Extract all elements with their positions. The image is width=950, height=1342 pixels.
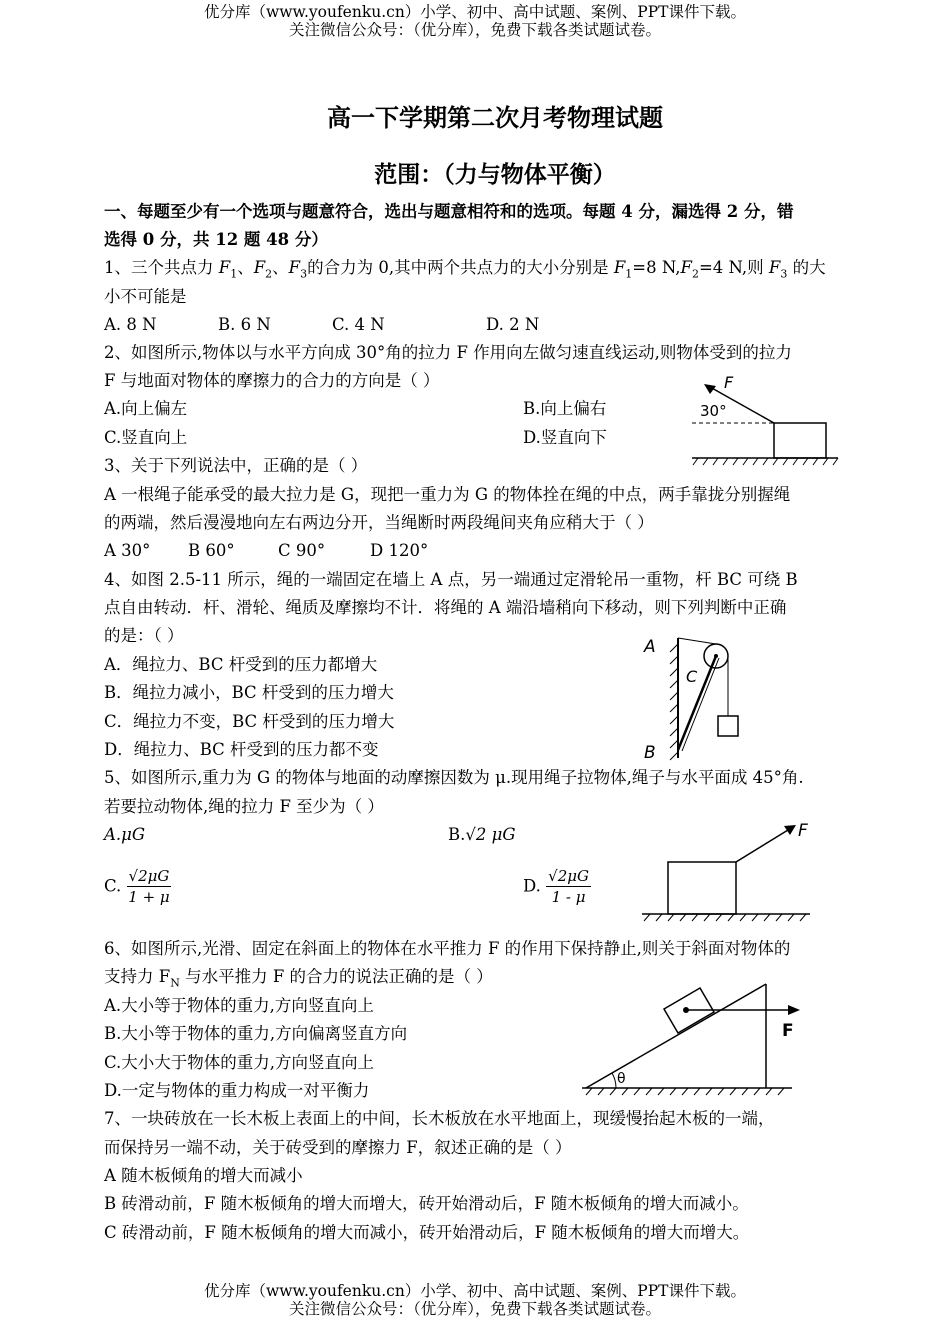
q4-fig-label-b: B xyxy=(644,743,656,763)
q2-stem-line-1: 2、如图所示,物体以与水平方向成 30°角的拉力 F 作用向左做匀速直线运动,则物体受到的拉力 xyxy=(104,343,792,362)
q4-option-a: A．绳拉力、BC 杆受到的压力都增大 xyxy=(104,655,378,674)
q7-option-c: C 砖滑动前，F 随木板倾角的增大而减小，砖开始滑动后，F 随木板倾角的增大而增大。 xyxy=(104,1223,750,1242)
q6-option-b: B.大小等于物体的重力,方向偏离竖直方向 xyxy=(104,1024,408,1043)
q7-option-a: A 随木板倾角的增大而减小 xyxy=(104,1166,303,1185)
q6-option-d: D.一定与物体的重力构成一对平衡力 xyxy=(104,1081,370,1100)
q2-option-d: D.竖直向下 xyxy=(523,428,607,447)
q3-option-a: A 30° xyxy=(104,541,151,560)
q3-stem-line-2: A 一根绳子能承受的最大拉力是 G，现把一重力为 G 的物体拴在绳的中点，两手靠拢分别握绳 xyxy=(104,485,791,504)
footer-line-2: 关注微信公众号：（优分库），免费下载各类试题试卷。 xyxy=(288,1300,661,1318)
page-subtitle: 范围：（力与物体平衡） xyxy=(374,162,616,188)
q2-option-c: C.竖直向上 xyxy=(104,428,188,447)
q3-option-d: D 120° xyxy=(370,541,429,560)
q5-option-d: D. $\frac{√2\mu G}{1 - \mu}$ xyxy=(523,867,589,906)
q2-stem-line-2: F 与地面对物体的摩擦力的合力的方向是（ ） xyxy=(104,371,440,390)
q5-option-c: C. $\frac{√2\mu G}{1 + \mu}$ xyxy=(104,867,170,906)
q1-option-a: A. 8 N xyxy=(104,315,157,334)
q2-fig-force-label: F xyxy=(724,373,734,392)
q6-option-c: C.大小大于物体的重力,方向竖直向上 xyxy=(104,1053,375,1072)
section-heading-line-2: 选得 0 分，共 12 题 48 分） xyxy=(104,230,328,249)
q5-fig-force-label: F xyxy=(798,821,808,841)
q4-stem-line-2: 点自由转动．杆、滑轮、绳质及摩擦均不计．将绳的 A 端沿墙稍向下移动，则下列判断中正确 xyxy=(104,598,787,617)
q2-option-b: B.向上偏右 xyxy=(523,399,607,418)
q1-option-b: B. 6 N xyxy=(218,315,271,334)
q5-stem-line-2: 若要拉动物体,绳的拉力 F 至少为（ ） xyxy=(104,797,384,816)
q5-stem-line-1: 5、如图所示,重力为 G 的物体与地面的动摩擦因数为 μ.现用绳子拉物体,绳子与水平面成 45°角. xyxy=(104,768,804,787)
q4-stem-line-1: 4、如图 2.5-11 所示，绳的一端固定在墙上 A 点，另一端通过定滑轮吊一重物，杆 BC 可绕 B xyxy=(104,570,798,589)
q6-option-a: A.大小等于物体的重力,方向竖直向上 xyxy=(104,996,374,1015)
page-title: 高一下学期第二次月考物理试题 xyxy=(327,104,663,132)
q4-figure xyxy=(640,634,750,764)
q4-stem-line-3: 的是：（ ） xyxy=(104,626,184,645)
q4-fig-label-a: A xyxy=(644,637,656,657)
header-line-2: 关注微信公众号：（优分库），免费下载各类试题试卷。 xyxy=(288,21,661,39)
q1-stem-line-1: 1、三个共点力 $F_1$、$F_2$、$F_3$的合力为 0,其中两个共点力的大小分别是 $F_1=8$ $N,F_2=4$ N,则 $F_3$ 的大 xyxy=(104,258,826,281)
q6-stem-line-2: 支持力 $F_N$ 与水平推力 F 的合力的说法正确的是（ ） xyxy=(104,967,493,990)
q1-stem-line-2: 小不可能是 xyxy=(104,287,187,306)
q4-option-b: B．绳拉力减小，BC 杆受到的压力增大 xyxy=(104,683,394,702)
q5-option-b: B.√2 μG xyxy=(448,825,516,844)
header-line-1: 优分库（www.youfenku.cn）小学、初中、高中试题、案例、PPT课件下载。 xyxy=(203,3,747,21)
section-heading-line-1: 一、每题至少有一个选项与题意符合，选出与题意相符和的选项。每题 4 分，漏选得 2 分，错 xyxy=(104,202,794,221)
q6-fig-angle-label: θ xyxy=(617,1071,626,1087)
footer-line-1: 优分库（www.youfenku.cn）小学、初中、高中试题、案例、PPT课件下载。 xyxy=(203,1282,747,1300)
q4-fig-label-c: C xyxy=(686,667,698,686)
q1-option-d: D. 2 N xyxy=(486,315,540,334)
q6-fig-force-label: F xyxy=(782,1021,794,1041)
q3-stem-line-3: 的两端，然后漫漫地向左右两边分开，当绳断时两段绳间夹角应稍大于（ ） xyxy=(104,513,654,532)
q6-figure xyxy=(578,976,808,1100)
q4-option-c: C．绳拉力不变，BC 杆受到的压力增大 xyxy=(104,712,395,731)
q2-fig-angle-label: 30° xyxy=(700,402,727,420)
q7-option-b: B 砖滑动前，F 随木板倾角的增大而增大，砖开始滑动后，F 随木板倾角的增大而减小。 xyxy=(104,1194,749,1213)
q3-option-b: B 60° xyxy=(188,541,235,560)
q7-stem-line-2: 而保持另一端不动，关于砖受到的摩擦力 F，叙述正确的是（ ） xyxy=(104,1138,572,1157)
q3-stem-line-1: 3、关于下列说法中，正确的是（ ） xyxy=(104,456,368,475)
q6-stem-line-1: 6、如图所示,光滑、固定在斜面上的物体在水平推力 F 的作用下保持静止,则关于斜面对物体的 xyxy=(104,939,791,958)
q5-option-a: A.μG xyxy=(104,825,146,844)
q7-stem-line-1: 7、一块砖放在一长木板上表面上的中间，长木板放在水平地面上，现缓慢抬起木板的一端， xyxy=(104,1109,775,1128)
q1-option-c: C. 4 N xyxy=(332,315,385,334)
q4-option-d: D．绳拉力、BC 杆受到的压力都不变 xyxy=(104,740,379,759)
q3-option-c: C 90° xyxy=(278,541,326,560)
q2-option-a: A.向上偏左 xyxy=(104,399,188,418)
q5-figure xyxy=(640,818,820,928)
q2-figure xyxy=(690,372,840,468)
